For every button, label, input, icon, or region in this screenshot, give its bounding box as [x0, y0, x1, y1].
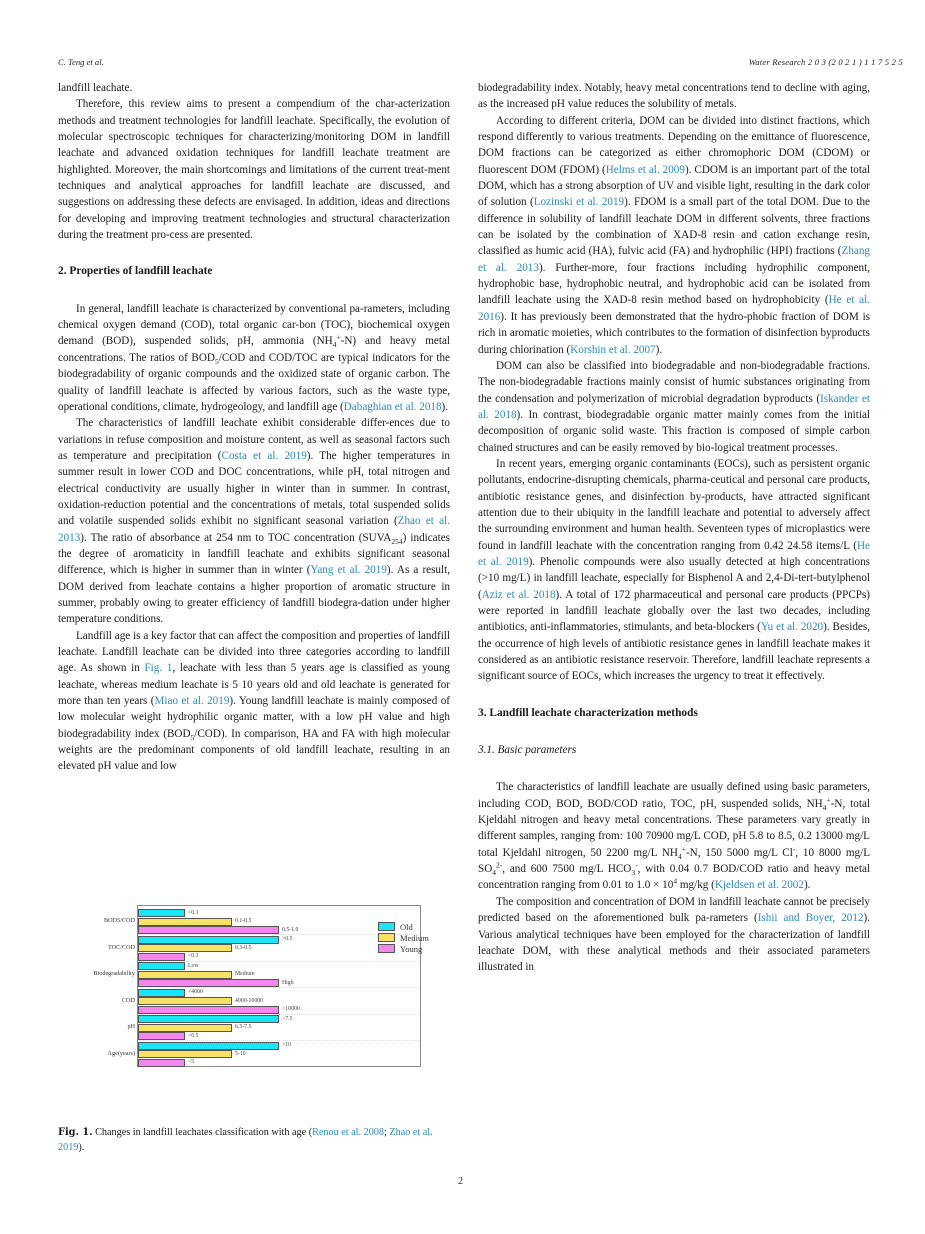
- paragraph: According to different criteria, DOM can be divided into distinct fractions, which respond differently to various treatments. Depending on the emittance of fluorescence, DOM fractions can be categorized as either chromophoric DOM (CDOM) or fluorescent DOM (FDOM) (Helms et al. 2009). CDOM is an important part of the total DOM, which has a strong absorption of UV and visible light, resulting in the dark color of solution (Lozinski et al. 2019). FDOM is a small part of the total DOM. Due to the difference in solubility of landfill leachate DOM in different solvents, three fractions can be isolated by the combination of XAD-8 resin and cation exchange resin, classified as humic acid (HA), fulvic acid (FA) and hydrophilic (HPI) fractions (Zhang et al. 2013). Further-more, four fractions including hydrophilic component, hydrophobic base, hydrophobic neutral, and hydrophobic acid can be isolated from landfill leachate using the XAD-8 resin method based on hydrophobicity (He et al. 2016). It has previously been demonstrated that the hydro-phobic fraction of DOM is rich in aromatic moieties, which contributes to the formation of disinfection byproducts during chlorination (Korshin et al. 2007).: [478, 114, 871, 356]
- page-number: 2: [458, 1176, 463, 1187]
- bar-old: [138, 962, 185, 970]
- left-column: [58, 80, 450, 775]
- chart-legend: [378, 921, 429, 954]
- bar-value-label: <6.5: [188, 1032, 199, 1039]
- citation-link[interactable]: Renou et al. 2008: [312, 1127, 384, 1138]
- bar-value-label: 4000-10000: [235, 997, 264, 1004]
- paragraph: Landfill age is a key factor that can affect the composition and properties of landfill leachate. Landfill leachate can be divided into three categories according to landfill age. As shown in Fig. 1, leachate with less than 5 years age is classified as young leachate, whereas medium leachate is 5 10 years old and old leachate is generated for more than ten years (Miao et al. 2019). Young landfill leachate is mainly composed of low molecular weight hydrophilic organic matter, with a low pH value and high biodegradability index $(BOD_5/COD)$. In comparison, HA and FA with high molecular weights are the predominant components of old landfill leachate, resulting in an elevated pH value and low: [58, 629, 450, 773]
- citation-link[interactable]: Helms et al. 2009: [605, 163, 685, 176]
- bar-value-label: 0.3-0.5: [235, 944, 252, 951]
- citation-link[interactable]: Ishii and Boyer, 2012: [757, 912, 864, 925]
- category-label: Biodegradability: [93, 970, 135, 977]
- bar-value-label: <5: [188, 1059, 195, 1065]
- bar-medium: [138, 997, 232, 1005]
- legend-label: Old: [400, 921, 413, 932]
- bar-value-label: >0.5: [282, 936, 293, 942]
- category-label: TOC/COD: [107, 943, 135, 951]
- category-label: COD: [121, 996, 135, 1004]
- paragraph: Therefore, this review aims to present a compendium of the char-acterization methods and treatment technologies for landfill leachate. Specifically, the evolution of molecular spectroscopic techniques for characterizing/monitoring DOM in landfill leachate and advanced oxidation techniques for landfill leachate treatment are highlighted. Moreover, the main shortcomings and limitations of the current treat-ment techniques and analytical approaches for landfill leachate are discussed, and suggestions on addressing these defects are envisaged. In addition, ideas and directions for developing and improving treatment technologies and structural characterization during the treatment pro-cess are presented.: [58, 98, 450, 242]
- citation-link[interactable]: Costa et al. 2019: [221, 449, 307, 462]
- citation-link[interactable]: Zhao et al. 2019: [58, 1127, 433, 1153]
- legend-item: [378, 921, 429, 932]
- bar-old: [138, 1042, 279, 1050]
- bar-value-label: 0.1-0.5: [235, 918, 252, 924]
- paragraph: The characteristics of landfill leachate are usually defined using basic parameters, including COD, BOD, BOD/COD ratio, TOC, pH, suspended solids, $NH_4^+-N$, total Kjeldahl nitrogen and heavy metal concentrations. These parameters vary greatly in different samples, ranging from: 100 70900 mg/L COD, pH 5.8 to 8.5, 0.2 13000 mg/L total Kjeldahl nitrogen, 50 2200 mg/L $NH_4^+-N$, 150 5000 mg/L Cl-, 10 8000 mg/L $SO_4^{2-}$, and 600 7500 mg/L $HCO_3^-$, with 0.04 0.7 BOD/COD ratio and heavy metal concentration ranging from 0.01 to $1.0 \times 10^4$ mg/kg (Kjeldsen et al. 2002).: [478, 781, 871, 892]
- citation-link[interactable]: Lozinski et al. 2019: [533, 196, 625, 209]
- legend-label: Young: [400, 943, 423, 954]
- bar-old: [138, 936, 279, 944]
- legend-swatch-icon: [378, 944, 395, 953]
- bar-old: [138, 1015, 279, 1023]
- citation-link[interactable]: He et al. 2016: [478, 294, 870, 323]
- bar-chart-plot-area: [137, 905, 429, 1067]
- bar-value-label: 0.5-1.0: [282, 926, 299, 933]
- bar-value-label: <0.1: [188, 909, 199, 916]
- bar-value-label: Low: [188, 962, 199, 969]
- citation-link[interactable]: Yu et al. 2020: [760, 621, 824, 634]
- bar-value-label: 5-10: [235, 1050, 246, 1057]
- bar-medium: [138, 1050, 232, 1058]
- citation-link[interactable]: Zhang et al. 2013: [478, 245, 870, 274]
- citation-link[interactable]: Iskander et al. 2018: [478, 392, 870, 421]
- paragraph: biodegradability index. Notably, heavy metal concentrations tend to decline with aging, as the increased pH value reduces the solubility of metals.: [478, 82, 870, 111]
- bar-value-label: <4000: [188, 989, 203, 995]
- paragraph: In general, landfill leachate is characterized by conventional pa-rameters, including chemical oxygen demand (COD), total organic car-bon (TOC), biochemical oxygen demand (BOD), suspended solids, pH, ammonia $(NH_4^+-N)$ and heavy metal concentrations. The ratios of $BOD_5$/COD and COD/TOC are typical indicators for the biodegradability of organic compounds and the oxidized state of organic carbon. The quality of landfill leachate is affected by various factors, such as the waste type, operational conditions, climate, hydrogeology, and landfill age (Dabaghian et al. 2018).: [58, 302, 451, 413]
- bar-medium: [138, 918, 232, 926]
- bar-old: [138, 989, 185, 997]
- bar-value-label: <0.3: [188, 953, 199, 959]
- citation-link[interactable]: Yang et al. 2019: [310, 564, 387, 577]
- legend-label: Medium: [400, 932, 429, 943]
- figure-link[interactable]: Fig. 1: [144, 662, 173, 675]
- paragraph: The characteristics of landfill leachate exhibit considerable differ-ences due to variations in refuse composition and moisture content, as well as seasonal factors such as temperature and precipitation (Costa et al. 2019). The higher temperatures in summer result in lower COD and DOC concentrations, while pH, total nitrogen and electrical conductivity are usually higher in winter than in summer. In contrast, oxidation-reduction potential and the concentrations of metals, total suspended solids and volatile suspended solids exhibit no significant seasonal variation (Zhao et al. 2013). The ratio of absorbance at 254 nm to TOC concentration $(SUVA_{254})$ indicates the degree of aromaticity in landfill leachate and exhibits significant seasonal difference, which is higher in summer than in winter (Yang et al. 2019). As a result, DOM derived from leachate contains a higher proportion of aromatic structure in summer, probably owing to greater efficiency of landfill biodegra-dation under higher temperature conditions.: [58, 417, 451, 626]
- bar-young: [138, 1059, 185, 1067]
- paragraph: landfill leachate.: [58, 82, 133, 94]
- citation-link[interactable]: Zhao et al. 2013: [58, 515, 451, 544]
- section-heading: 3. Landfill leachate characterization methods: [478, 706, 698, 719]
- legend-swatch-icon: [378, 933, 395, 942]
- bar-young: [138, 979, 279, 987]
- bar-young: [138, 953, 185, 961]
- figure-1-chart: [80, 905, 460, 1067]
- bar-young: [138, 926, 279, 934]
- citation-link[interactable]: Miao et al. 2019: [154, 695, 230, 708]
- citation-link[interactable]: Aziz et al. 2018: [481, 588, 556, 601]
- citation-link[interactable]: Kjeldsen et al. 2002: [714, 879, 804, 892]
- category-label: pH: [127, 1023, 135, 1030]
- bar-medium: [138, 971, 232, 979]
- paragraph: In recent years, emerging organic contaminants (EOCs), such as persistent organic pollutants, endocrine-disrupting chemicals, pharma-ceutical and personal care products, antibiotic resistance genes, and disinfection by-products, have attracted significant attention due to their ubiquity in the landfill leachate and potential to adversely affect the surrounding environment and human health. Seventeen types of microplastics were found in landfill leachate with the concentration ranging from 0.42 24.58 items/L (He et al. 2019). Phenolic compounds were also usually detected at high concentrations (>10 mg/L) in landfill leachate, especially for Bisphenol A and 2,4-Di-tert-butylphenol (Aziz et al. 2018). A total of 172 pharmaceutical and personal care products (PPCPs) were reported in landfill leachate globally over the last two decades, including antibiotics, anti-inflammatories, stimulants, and beta-blockers (Yu et al. 2020). Besides, the occurrence of high levels of antibiotic resistance genes in landfill leachate makes it considered as an antibiotic resistance reservoir. Therefore, landfill leachate represents a significant source of EOCs, which increases the urgency to treat it effectively.: [478, 457, 871, 683]
- figure-caption: Fig. 1. Changes in landfill leachates classification with age (Renou et al. 2008; Zhao et al. 2019).: [58, 1127, 433, 1153]
- bar-value-label: Medium: [235, 971, 255, 977]
- subsection-heading: 3.1. Basic parameters: [478, 744, 577, 757]
- bar-young: [138, 1032, 185, 1040]
- citation-link[interactable]: He et al. 2019: [478, 539, 870, 568]
- legend-item: [378, 932, 429, 943]
- bar-value-label: >7.5: [282, 1015, 293, 1022]
- right-column: [478, 80, 870, 976]
- running-head-authors: C. Teng et al.: [58, 57, 104, 67]
- citation-link[interactable]: Korshin et al. 2007: [570, 343, 656, 356]
- bar-value-label: 6.5-7.5: [235, 1024, 252, 1030]
- citation-link[interactable]: Dabaghian et al. 2018: [343, 400, 442, 413]
- legend-item: [378, 943, 429, 954]
- section-heading: 2. Properties of landfill leachate: [58, 265, 213, 278]
- bar-value-label: >10000: [282, 1006, 300, 1012]
- paragraph: DOM can also be classified into biodegradable and non-biodegradable fractions. The non-biodegradable fractions mainly consist of humic substances originating from the condensation and polymerization of microbial degradation byproducts (Iskander et al. 2018). In contrast, biodegradable organic matter mainly comes from the initial decomposition of organic solid waste. This fraction is composed of simple carbon chained structures and can be easily removed by bio-logical treatment processes.: [478, 359, 870, 454]
- bar-medium: [138, 944, 232, 952]
- running-head-journal: Water Research 2 0 3 (2 0 2 1 ) 1 1 7 5 2 5: [748, 57, 903, 67]
- paragraph: The composition and concentration of DOM in landfill leachate cannot be precisely predicted based on the aforementioned bulk pa-rameters (Ishii and Boyer, 2012). Various analytical techniques have been employed for the characterization of landfill leachate DOM, with these analytical methods and their associated parameters illustrated in: [478, 895, 870, 974]
- bar-value-label: >10: [282, 1042, 292, 1048]
- category-label: BOD5/COD: [104, 917, 135, 924]
- category-label: Age(years): [107, 1049, 135, 1057]
- bar-old: [138, 909, 185, 917]
- bar-value-label: High: [282, 979, 294, 986]
- bar-young: [138, 1006, 279, 1014]
- legend-swatch-icon: [378, 922, 395, 931]
- bar-medium: [138, 1024, 232, 1032]
